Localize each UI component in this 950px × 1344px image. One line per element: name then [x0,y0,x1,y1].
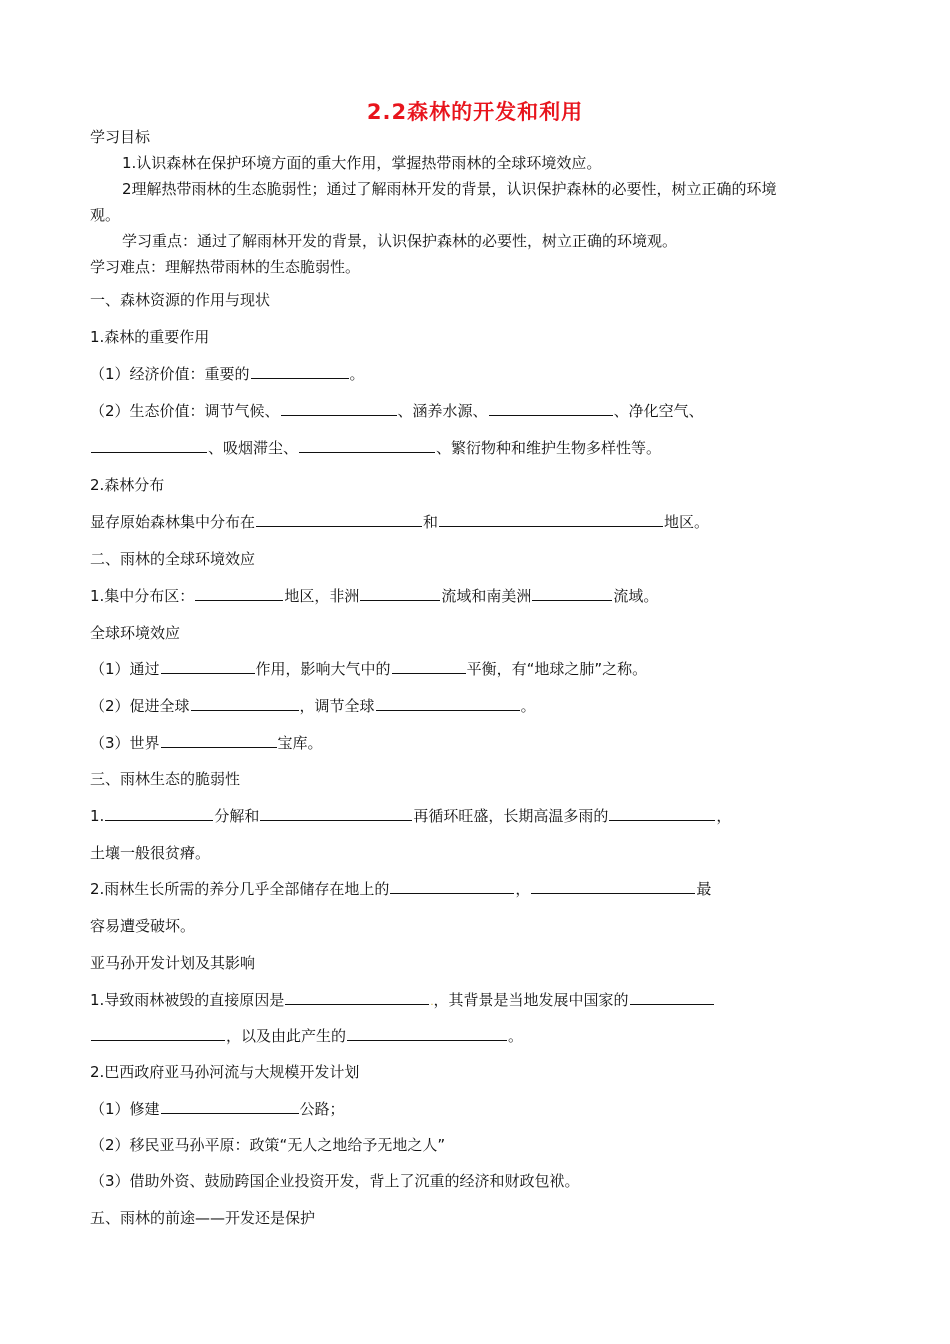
answer-blank[interactable] [161,658,255,674]
answer-blank[interactable] [439,511,663,527]
plan-2: （2）移民亚马孙平原：政策“无人之地给予无地之人” [90,1136,446,1154]
difficulty: 学习难点：理解热带雨林的生态脆弱性。 [90,258,361,276]
answer-blank[interactable] [489,400,613,416]
answer-blank[interactable] [91,437,207,453]
objective-2-cont: 观。 [90,206,121,224]
q-plan-1: （1）修建 公路； [90,1100,345,1118]
section-1-2-heading: 2.森林分布 [90,476,165,494]
answer-blank[interactable] [105,805,213,821]
section-2-heading: 二、雨林的全球环境效应 [90,550,256,568]
answer-blank[interactable] [630,989,714,1005]
section-1-heading: 一、森林资源的作用与现状 [90,291,271,309]
q-direct-cause: 1.导致雨林被毁的直接原因是 .，其背景是当地发展中国家的 [90,989,715,1014]
answer-blank[interactable] [531,878,695,894]
page-title: 2.2森林的开发和利用 [366,100,584,124]
answer-blank[interactable] [347,1025,507,1041]
answer-blank[interactable] [161,1098,299,1114]
key-point: 学习重点：通过了解雨林开发的背景，认识保护森林的必要性，树立正确的环境观。 [122,232,678,250]
objective-2: 2理解热带雨林的生态脆弱性；通过了解雨林开发的背景，认识保护森林的必要性，树立正确的环境 [122,180,777,198]
q-forest-distribution: 显存原始森林集中分布在 和 地区。 [90,513,710,531]
objectives-heading: 学习目标 [90,128,151,146]
answer-blank[interactable] [281,400,397,416]
section-4-heading: 亚马孙开发计划及其影响 [90,954,256,972]
q-fragility-1: 1. 分解和 再循环旺盛，长期高温多雨的 ， [90,807,732,825]
answer-blank[interactable] [251,363,349,379]
objective-1: 1.认识森林在保护环境方面的重大作用，掌握热带雨林的全球环境效应。 [122,154,602,172]
answer-blank[interactable] [260,805,412,821]
section-1-1-heading: 1.森林的重要作用 [90,328,210,346]
answer-blank[interactable] [376,695,520,711]
answer-blank[interactable] [609,805,715,821]
answer-blank[interactable] [532,585,612,601]
plan-3: （3）借助外资、鼓励跨国企业投资开发，背上了沉重的经济和财政包袱。 [90,1172,580,1190]
q-ecological-value-cont: 、吸烟滞尘、 、繁衍物种和维护生物多样性等。 [90,437,661,459]
q-global-effect-3: （3）世界 宝库。 [90,734,323,752]
q-fragility-2: 2.雨林生长所需的养分几乎全部储存在地上的 ， 最 [90,880,712,898]
q-direct-cause-cont: ，以及由此产生的 。 [90,1025,523,1047]
answer-blank[interactable] [285,989,429,1005]
q-fragility-1-cont: 土壤一般很贫瘠。 [90,844,211,862]
section-5-heading: 五、雨林的前途——开发还是保护 [90,1209,316,1227]
global-effect-heading: 全球环境效应 [90,624,181,642]
answer-blank[interactable] [191,695,299,711]
answer-blank[interactable] [392,658,466,674]
answer-blank[interactable] [256,511,422,527]
answer-blank[interactable] [161,732,277,748]
answer-blank[interactable] [390,878,514,894]
answer-blank[interactable] [195,585,283,601]
q-fragility-2-cont: 容易遭受破坏。 [90,917,196,935]
mark-dot: . [430,997,434,1008]
section-4-2-heading: 2.巴西政府亚马孙河流与大规模开发计划 [90,1063,360,1081]
q-ecological-value: （2）生态价值：调节气候、 、涵养水源、 、净化空气、 [90,402,704,420]
answer-blank[interactable] [91,1025,225,1041]
q-global-effect-1: （1）通过 作用，影响大气中的 平衡，有“地球之肺”之称。 [90,660,648,678]
q-global-effect-2: （2）促进全球 ，调节全球 。 [90,697,536,715]
q-economic-value: （1）经济价值：重要的 。 [90,365,365,383]
answer-blank[interactable] [360,585,440,601]
q-distribution-area: 1.集中分布区： 地区，非洲 流域和南美洲 流域。 [90,587,659,605]
section-3-heading: 三、雨林生态的脆弱性 [90,770,241,788]
answer-blank[interactable] [299,437,435,453]
